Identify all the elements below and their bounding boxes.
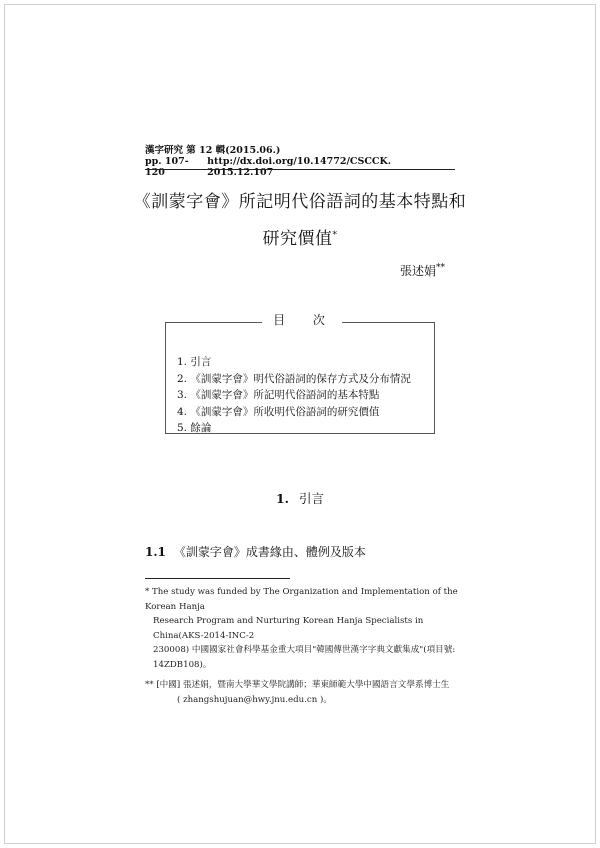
subsection-title: 《訓蒙字會》成書緣由、體例及版本 xyxy=(173,545,366,559)
author-name: 張述娟 xyxy=(400,264,437,278)
footnote-1-line4: 14ZDB108)。 xyxy=(153,659,212,670)
header-line xyxy=(145,156,455,178)
subsection-number: 1.1 xyxy=(145,545,166,559)
paper-title-line2-text: 研究價值 xyxy=(262,229,333,249)
section-heading xyxy=(0,489,600,507)
toc-item[interactable]: 4. 《訓蒙字會》所收明代俗語詞的研究價值 xyxy=(177,405,380,418)
footnote-1-line1: * The study was funded by The Organization and Implementation of the Korean Hanja xyxy=(145,587,458,612)
paper-title-line1: 《訓蒙字會》所記明代俗語詞的基本特點和 xyxy=(133,192,467,212)
footnotes xyxy=(145,585,465,707)
toc-item[interactable]: 2. 《訓蒙字會》明代俗語詞的保存方式及分布情況 xyxy=(177,372,411,385)
toc-heading: 目 次 xyxy=(262,311,342,328)
doi-link[interactable]: http://dx.doi.org/10.14772/CSCCK. 2015.12.107 xyxy=(207,156,392,178)
footnote-2 xyxy=(145,678,465,707)
paper-title-line2 xyxy=(120,224,480,249)
toc-item[interactable]: 3. 《訓蒙字會》所記明代俗語詞的基本特點 xyxy=(177,389,380,401)
section-title: 引言 xyxy=(299,491,325,506)
footnote-1 xyxy=(145,585,465,672)
toc-item[interactable]: 5. 餘論 xyxy=(177,422,212,434)
toc-list xyxy=(177,354,411,437)
footnote-1-line3: 230008) 中國國家社會科學基金重大項目"韓國傳世漢字字典文獻集成"(項目號: xyxy=(153,645,456,655)
author-footnote-mark[interactable]: ** xyxy=(436,263,446,273)
page-range: pp. 107-120 xyxy=(145,156,189,178)
subsection-heading xyxy=(145,543,366,560)
title-footnote-mark[interactable]: * xyxy=(332,230,338,241)
author xyxy=(400,262,445,279)
header-rule xyxy=(145,169,455,170)
footnote-1-line2: Research Program and Nurturing Korean Hanja Specialists in China(AKS-2014-INC-2 xyxy=(153,616,424,641)
footnote-2-line1: ** [中國] 張述娟，暨南大學華文學院講師；華東師範大學中國語言文學系博士生 xyxy=(145,680,450,690)
toc-item[interactable]: 1. 引言 xyxy=(177,356,212,368)
footnote-rule xyxy=(145,578,290,579)
footnote-2-email[interactable]: ( zhangshujuan@hwy.jnu.edu.cn )。 xyxy=(177,694,332,705)
journal-info: 漢字研究 第 12 輯(2015.06.) xyxy=(145,145,281,156)
section-number: 1. xyxy=(275,491,290,506)
